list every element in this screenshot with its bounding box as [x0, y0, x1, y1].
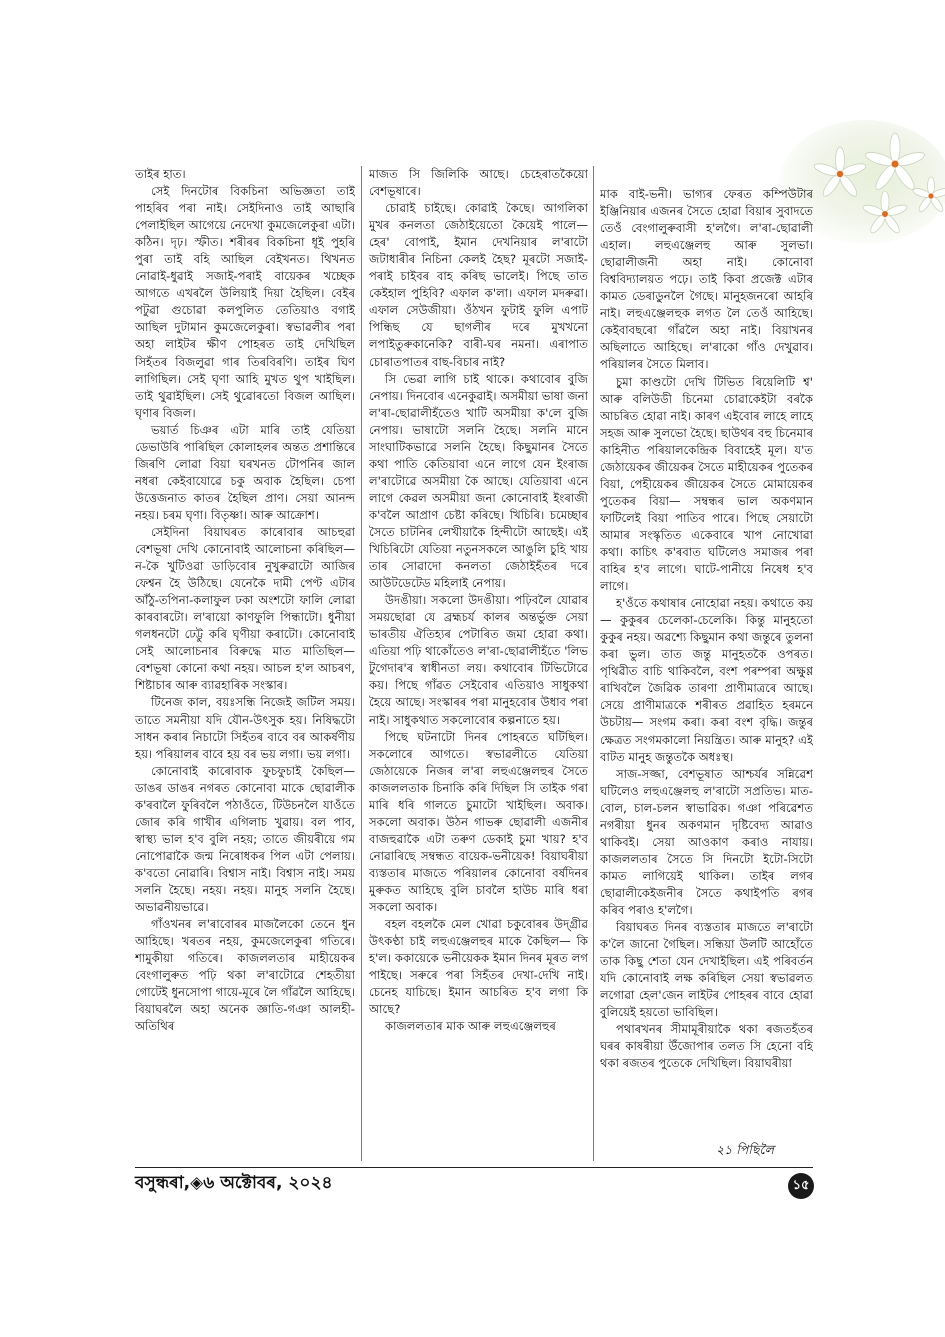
column-divider: [593, 166, 594, 1161]
paragraph: তাইৰ হাত।: [135, 167, 186, 181]
paragraph: সেই দিনটোৰ বিকচিনা অভিজ্ঞতা তাই পাহৰিব পৰা নাই। সেইদিনাও তাই আছাৰি পেলাইছিল আগেয়ে নেদেখা কুমজেলেকুৰা এটা। কঠিন। দৃঢ়। স্ফীত। শৰীৰৰ বিকচিনা ধূই পুহৰি পুৰা তাই বহি আছিল বেইখনত। থিখনত নোৱাই-ধুৱাই সজাই-পৰাই বায়েকৰ খচ্ছেক আগতে এখৰলৈ উলিয়াই দিয়া হৈছিল। বেইৰ পটুৱা গুচোৱা কলপুলিত তেতিয়াও বগাই আছিল দুটামান কুমজেলেকুৰা। স্বভাৱলীৰ পৰা অহা লাইটৰ ক্ষীণ পোহৰত তাই দেখিছিল সিহঁতৰ বিজলুৱা গাৰ তিৰবিৰণি। তাইৰ ঘিণ লাগিছিল। সেই ঘৃণা আহি মুখত থুপ খাইছিল। তাই থুৱাইছিল। সেই থুৱোৰতো বিজল আছিল। ঘৃণাৰ বিজল।: [135, 184, 355, 420]
paragraph: গাঁওখনৰ ল'ৰাবোৰৰ মাজলৈকো তেনে ধুন আহিছে। খৰতৰ নহয়, কুমজেলেকুৰা গতিৰে। শামুকীয়া গতিৰে। কাজললতাৰ মাহীয়েকৰ বেংগালুৰুত পঢ়ি থকা ল'ৰাটোৱে শেহতীয়া গোটেই ধুনসোপা গায়ে-মূৰে লৈ গাঁৱলৈ আহিছে। বিয়াঘৰলৈ অহা অনেক জ্ঞাতি-গঞা আলহী-অতিথিৰ: [135, 917, 355, 1034]
paragraph: পথাৰখনৰ সীমামূৰীয়াকৈ থকা ৰজতহঁতৰ ঘৰৰ কাষৰীয়া উঁজোপাৰ তলত সি হেনো বহি থকা ৰজতৰ পুতেকে দেখিছিল। বিয়াঘৰীয়া: [600, 1022, 813, 1071]
paragraph: হ'ওঁতে কথাষাৰ নোহোৱা নহয়। কথাতে কয়— কুকুৰৰ চেলেকা-চেলেকি। কিন্তু মানুহতো কুকুৰ নহয়। অৱশ্যে কিছুমান কথা জন্তুৰে তুলনা কৰা ভুল। তাত জন্তু মানুহতকৈ ওপৰত। পৃথিৱীত বাচি থাকিবলৈ, বংশ পৰম্পৰা অক্ষুণ্ণ ৰাখিবলৈ জৈৱিক তাৰণা প্ৰাণীমাত্ৰৰে আছে। সেয়ে প্ৰাণীমাত্ৰকে শৰীৰত প্ৰৱাহিত হৰমনে উচটায়— সংগম কৰা। কৰা বংশ বৃদ্ধি। জন্তুৰ ক্ষেত্ৰত সংগমকালো নিয়ন্ত্ৰিত। আৰু মানুহ? এই বাটত মানুহ জন্তুতকৈ অধঃস্থ।: [600, 596, 813, 764]
footer-rule: [135, 1167, 813, 1168]
paragraph: বিয়াঘৰত দিনৰ ব্যস্ততাৰ মাজতে ল'ৰাটো ক'লৈ জানো গৈছিল। সন্ধিয়া উলটি আহোঁতে তাক কিছু শেতা যেন দেখাইছিল। এই পৰিবৰ্তন যদি কোনোবাই লক্ষ কৰিছিল সেয়া স্বভাৱলত লগোৱা হেল'জেন লাইটৰ পোহৰৰ বাবে হোৱা বুলিয়েই হয়তো ভাবিছিল।: [600, 920, 813, 1020]
paragraph: মাজত সি জিলিকি আছে। চেহেৰাতকৈয়ো বেশভূষাৰে।: [369, 167, 588, 199]
paragraph: মাক বাই-ভনী। ভাগ্যৰ ফেৰত কম্পিউটাৰ ইঞ্জিনিয়াৰ এজনৰ সৈতে হোৱা বিয়াৰ সুবাদতে তেওঁ বেংগালুৰুবাসী হ'লগৈ। ল'ৰা-ছোৱালী এহাল। লহুএঞ্জেলহু আৰু সুলভা। ছোৱালীজনী অহা নাই। কোনোবা বিশ্ববিদ্যালয়ত পঢ়ে। তাই কিবা প্ৰজেক্ট এটাৰ কামত ডেৰাডুনলৈ গৈছে। মানুহজনৰো আহৰি নাই। লহুএঞ্জেলহুক লগত লৈ তেওঁ আহিছে। কেইবাবছৰো গাঁৱলৈ অহা নাই। বিয়াখনৰ অছিলাতে আহিছে। ল'ৰাকো গাঁও দেখুৱাব। পৰিয়ালৰ সৈতে মিলাব।: [600, 187, 813, 372]
paragraph: চোৱাই চাইছে। কোৱাই কৈছে। আগলিকা মুখৰ কনলতা জেঠাইয়েতো কৈয়েই পালে— হেৰ' বোপাই, ইমান দেখনিয়াৰ ল'ৰাটো জটাধাৰীৰ নিচিনা কেলই হৈছ? মূৰটো সজাই-পৰাই চাইবৰ বাহ কৰিছ ভালেই। পিছে তাত কেইহাল পুহিবি? এফাল ক'লা। এফাল মদৰুৱা। এফাল সেউজীয়া। ওঁঠখন ফুটাই ফুলি এপাট পিন্ধিছ যে ছাগলীৰ দৰে মুখখনো লপাইতুৰুকানেকি? বাৰী-ঘৰ নমনা। এৰাপাত চোৰাতপাতৰ বাছ-বিচাৰ নাই?: [369, 201, 588, 369]
paragraph: সাজ-সজ্জা, বেশভূষাত আশ্চৰ্যৰ সন্নিৱেশ ঘটিলেও লহুএঞ্জেলহু ল'ৰাটো সপ্ৰতিভ। মাত-বোল, চাল-চলন স্বাভাৱিক। গঞা পৰিৱেশত নগৰীয়া ধুনৰ অকণমান দৃষ্টিবেদ্য আৱাও থাকিবই। সেয়া আওকাণ কৰাও নাযায়। কাজললতাৰ সৈতে সি দিনটো ইটো-সিটো কামত লাগিয়েই থাকিল। তাইৰ লগৰ ছোৱালীকেইজনীৰ সৈতে কথাইপতি ৰগৰ কৰিব পৰাও হ'লগৈ।: [600, 766, 813, 917]
issue-date: ৬ অক্টোবৰ, ২০২৪: [203, 1173, 333, 1193]
continued-note: ২১ পিছিলৈ: [716, 1142, 774, 1157]
paragraph: সি ভেৱা লাগি চাই থাকে। কথাবোৰ বুজি নেপায়। দিনবোৰ এনেকুৱাই। অসমীয়া ভাষা জনা ল'ৰা-ছোৱালীহঁতেও খাটি অসমীয়া ক'লে বুজি নেপায়। ভাষাটো সলনি হৈছে। সলনি মানে সাংঘাটিকভাৱে সলনি হৈছে। কিছুমানৰ সৈতে কথা পাতি কেতিয়াবা এনে লাগে যেন ইংৰাজ ল'ৰাটোৱে অসমীয়া কৈ আছে। যেতিয়াবা এনে লাগে কেৱল অসমীয়া জনা কোনোবাই ইংৰাজী ক'বলৈ আপ্ৰাণ চেষ্টা কৰিছে। খিচিৰি। চমেচ্ছাৰ সৈতে চাটনিৰ লেখীয়াকৈ হিন্দীটো আছেই। এই খিচিৰিটো যেতিয়া নতুনসকলে আঙুলি চুহি খায় তাৰ সোৱাদো কনলতা জেঠাইহঁতৰ দৰে আউটডেটেড মহিলাই নেপায়।: [369, 371, 588, 591]
paragraph: টিনেজ কাল, বয়ঃসন্ধি নিজেই জটিল সময়। তাতে সমনীয়া যদি যৌন-উৎসুক হয়। নিষিদ্ধটো সাধন কৰাৰ নিচাটো সিহঁতৰ বাবে বৰ আকৰ্ষণীয় হয়। পৰিয়ালৰ বাবে হয় বৰ ভয় লগা। ভয় লগা।: [135, 695, 355, 761]
footer-masthead: [135, 1170, 333, 1198]
article-column-3: [600, 186, 813, 1162]
paragraph: ভয়ার্ত চিঞৰ এটা মাৰি তাই যেতিয়া ডেভাউৰি পাৰিছিল কোলাহলৰ অন্তত প্ৰশান্তিৰে জিৰণি লোৱা বিয়া ঘৰখনত টোপনিৰ জাল নধৰা কেইবাযোৱে চকু অবাক হৈছিল। চেপা উত্তেজনাত কাতৰ হৈছিল প্ৰাণ। সেয়া আনন্দ নহয়। চৰম ঘৃণা। বিতৃষ্ণা। আৰু আক্ৰোশ।: [135, 422, 355, 522]
separator-icon: ,◈: [183, 1173, 204, 1193]
paragraph: উদঙীয়া। সকলো উদঙীয়া। পঢ়িবলৈ যোৱাৰ সময়ছোৱা যে ব্ৰহ্মচৰ্য কালৰ অন্তৰ্ভুক্ত সেয়া ভাৰতীয় ঐতিহ্যৰ পেটাৰিত জমা হোৱা কথা। এতিয়া পঢ়ি থাকোঁতেও ল'ৰা-ছোৱালীহঁতে 'লিভ টুগেদাৰ'ৰ স্বাধীনতা লয়। কথাবোৰ টিভিটোৱে কয়। পিছে গাঁৱত সেইবোৰ এতিয়াও সাধুকথা হৈয়ে আছে। সংস্কাৰৰ পৰা মানুহবোৰ উধাব পৰা নাই। সাধুকথাত সকলোবোৰ কল্পনাতে হয়।: [369, 593, 588, 727]
paragraph: পিছে ঘটনাটো দিনৰ পোহৰতে ঘটিছিল। সকলোৰে আগতে। স্বভাৱলীতে যেতিয়া জেঠায়েকে নিজৰ ল'ৰা লহুএঞ্জেলহুৰ সৈতে কাজললতাক চিনাকি কৰি দিছিল সি তাইক গৰা মাৰি ধৰি গালতে চুমাটো খাইছিল। অবাক। সকলো অবাক। উঠন গাভৰু ছোৱালী এজনীৰ বাজহুৱাকৈ এটা তৰুণ ডেকাই চুমা খায়? হ'ব নোৱাৰিছে সম্বন্ধত বায়েক-ভনীয়েক! বিয়াঘৰীয়া ব্যস্ততাৰ মাজতে পৰিয়ালৰ কোনোবা বৰ্ষদিনৰ মুৰুকত আহিছে বুলি চাবলৈ হাউচ মাৰি ধৰা সকলো অবাক।: [369, 729, 588, 915]
magazine-name: বসুন্ধৰা: [135, 1173, 184, 1193]
article-column-1: [135, 166, 355, 1162]
paragraph: কোনোবাই কাৰোবাক ফুচফুচাই কৈছিল— ডাঙৰ ডাঙৰ নগৰত কোনোবা মাকে ছোৱালীক ক'ৰবালৈ ফুৰিবলৈ পঠাওঁতে, টিউচনলৈ যাওঁতে জোৰ কৰি গাখীৰ এগিলাচ খুৱায়। বল পাব, স্বাস্থ্য ভাল হ'ব বুলি নহয়; তাতে জীয়ৰীয়ে গম নোপোৱাকৈ জন্ম নিৰোধকৰ পিল এটা পেলায়। ক'বতো নোৱাৰি। বিশ্বাস নাই। বিশ্বাস নাই। সময় সলনি হৈছে। নহয়। নহয়। মানুহ সলনি হৈছে। অভাৱনীয়ভাৱে।: [135, 763, 355, 915]
column-divider: [361, 166, 362, 1161]
page-number-badge: ১৫: [788, 1173, 814, 1199]
paragraph: চুমা কাণ্ডটো দেখি টিভিত ৰিয়েলিটি শ্ব' আৰু বলিউডী চিনেমা চোৱাকেইটা বৰকৈ আচৰিত হোৱা নাই। কাৰণ এইবোৰ লাহে লাহে সহজ আৰু সুলভো হৈছে। ছাউথৰ বহু চিনেমাৰ কাহিনীত পৰিয়ালকেন্দ্ৰিক বিবাহেই মূল। য'ত জেঠায়েকৰ জীয়েকৰ সৈতে মাহীয়েকৰ পুতেকৰ বিয়া, পেহীয়েকৰ জীয়েকৰ সৈতে মোমায়েকৰ পুতেকৰ বিয়া— সম্বন্ধৰ ভাল অকণমান ফাটিলেই বিয়া পাতিব পাৰে। পিছে সেয়াটো আমাৰ সংস্কৃতিত একেবাৰে খাপ নোখোৱা কথা। কাচিৎ ক'ৰবাত ঘটিলেও সমাজৰ পৰা বাহিৰ হ'ব লাগে। ঘাটে-পানীয়ে নিষেধ হ'ব লাগে।: [600, 374, 813, 594]
article-column-2: [369, 166, 588, 1162]
paragraph: কাজললতাৰ মাক আৰু লহুএঞ্জেলহুৰ: [385, 1019, 556, 1034]
paragraph: সেইদিনা বিয়াঘৰত কাৰোবাৰ আচহুৱা বেশভূষা দেখি কোনোবাই আলোচনা কৰিছিল— ন-কৈ খুটিওৱা ডাড়িবোৰ নুখুৰুৱাটো আজিৰ ফেশ্বন হৈ উঠিছে। যেনেকৈ দামী পেণ্ট এটাৰ আঁঠু-তপিনা-কলাফুল ঢকা অংশটো ফালি লোৱা কাৰবাৰটো। ল'ৰায়ো কাণফুলি পিন্ধাটো। ধুনীয়া গলধনটো ঢেট্টু কৰি ঘৃণীয়া কৰাটো। কোনোবাই সেই আলোচনাৰ বিৰুদ্ধে মাত মাতিছিল— বেশভূষা কোনো কথা নহয়। আচল হ'ল আচৰণ, শিষ্টাচাৰ আৰু ব্যাৱহাৰিক সংস্কাৰ।: [135, 524, 355, 693]
paragraph: বহল বহলকৈ মেল খোৱা চকুবোৰৰ উদ্‌গ্ৰীৱ উৎকণ্ঠা চাই লহুএঞ্জেলহুৰ মাকে কৈছিল— কি হ'ল। ককায়েকে ভনীয়েকক ইমান দিনৰ মূৰত লগ পাইছে। সৰুৰে পৰা সিহঁতৰ দেখা-দেখি নাই। চেনেহ যাচিছে। ইমান আচৰিত হ'ব লগা কি আছে?: [369, 917, 588, 1017]
